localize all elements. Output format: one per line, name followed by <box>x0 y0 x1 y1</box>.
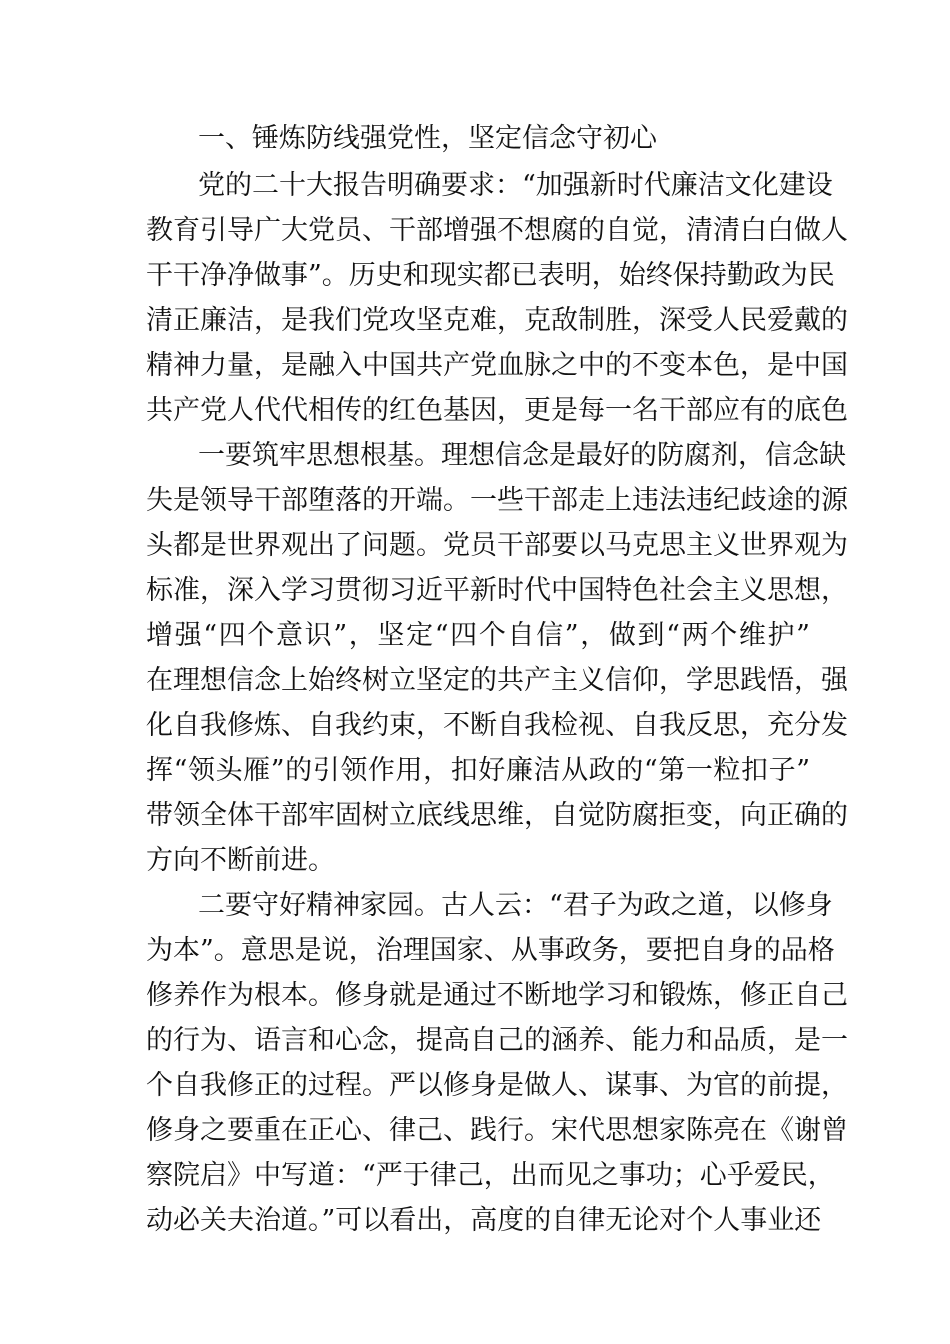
paragraph-line: 清正廉洁，是我们党攻坚克难，克敌制胜，深受人民爱戴的 <box>146 305 848 336</box>
section-heading: 一、锤炼防线强党性，坚定信念守初心 <box>198 123 657 154</box>
paragraph-line: 化自我修炼、自我约束，不断自我检视、自我反思，充分发 <box>146 710 848 741</box>
paragraph-line: 带领全体干部牢固树立底线思维，自觉防腐拒变，向正确的 <box>146 800 848 831</box>
paragraph-line: 增强“四个意识”，坚定“四个自信”，做到“两个维护” <box>146 620 810 651</box>
paragraph-line: 动必关夫治道。”可以看出，高度的自律无论对个人事业还 <box>146 1205 822 1236</box>
paragraph-line: 方向不断前进。 <box>146 845 335 876</box>
paragraph-line: 修养作为根本。修身就是通过不断地学习和锻炼，修正自己 <box>146 980 848 1011</box>
paragraph-line: 精神力量，是融入中国共产党血脉之中的不变本色，是中国 <box>146 350 848 381</box>
paragraph-line: 修身之要重在正心、律己、践行。宋代思想家陈亮在《谢曾 <box>146 1115 848 1146</box>
paragraph-line: 干干净净做事”。历史和现实都已表明，始终保持勤政为民 <box>146 260 835 291</box>
paragraph-line: 挥“领头雁”的引领作用，扣好廉洁从政的“第一粒扣子” <box>146 755 810 786</box>
paragraph-line: 教育引导广大党员、干部增强不想腐的自觉，清清白白做人 <box>146 215 848 246</box>
paragraph-line: 一要筑牢思想根基。理想信念是最好的防腐剂，信念缺 <box>198 440 846 471</box>
paragraph-line: 的行为、语言和心念，提高自己的涵养、能力和品质，是一 <box>146 1025 848 1056</box>
paragraph-line: 标准，深入学习贯彻习近平新时代中国特色社会主义思想， <box>146 575 848 606</box>
paragraph-line: 党的二十大报告明确要求：“加强新时代廉洁文化建设 <box>198 170 833 201</box>
paragraph-line: 在理想信念上始终树立坚定的共产主义信仰，学思践悟，强 <box>146 665 848 696</box>
paragraph-line: 头都是世界观出了问题。党员干部要以马克思主义世界观为 <box>146 530 848 561</box>
paragraph-line: 个自我修正的过程。严以修身是做人、谋事、为官的前提， <box>146 1070 848 1101</box>
paragraph-line: 二要守好精神家园。古人云：“君子为政之道，以修身 <box>198 890 833 921</box>
paragraph-line: 为本”。意思是说，治理国家、从事政务，要把自身的品格 <box>146 935 835 966</box>
paragraph-line: 共产党人代代相传的红色基因，更是每一名干部应有的底色 <box>146 395 848 426</box>
paragraph-line: 察院启》中写道：“严于律己，出而见之事功；心乎爱民， <box>146 1160 835 1191</box>
paragraph-line: 失是领导干部堕落的开端。一些干部走上违法违纪歧途的源 <box>146 485 848 516</box>
